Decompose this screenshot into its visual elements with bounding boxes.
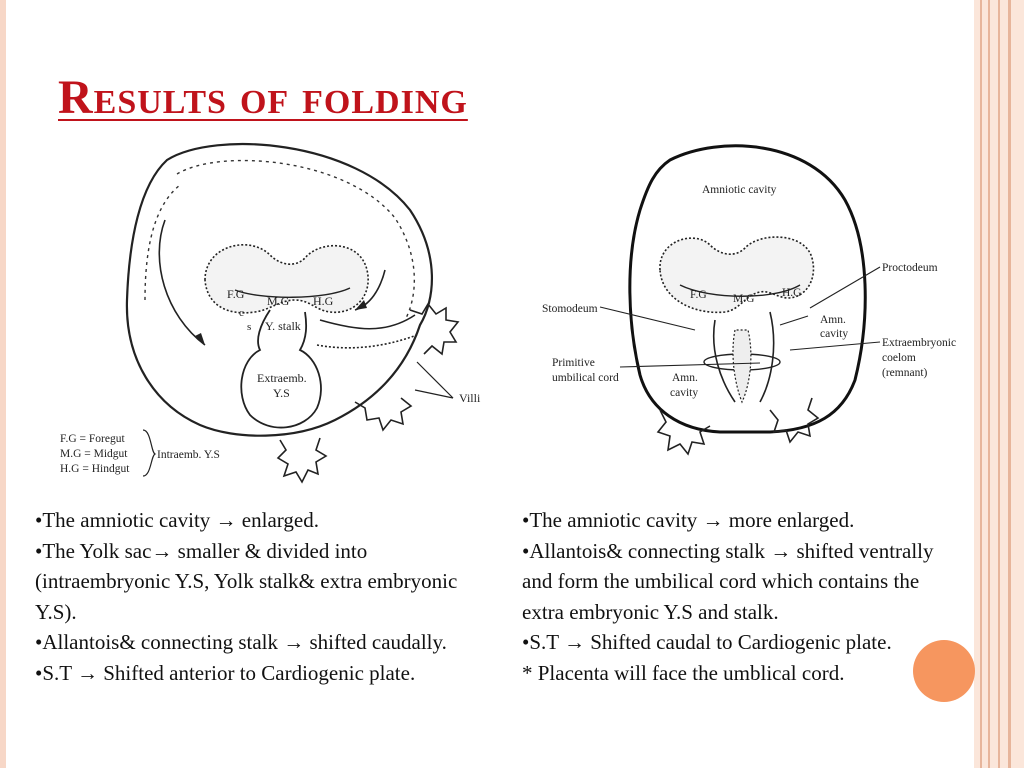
note-left-3: •Allantois& connecting stalk → shifted caudally. xyxy=(35,630,447,654)
note-right-2: •Allantois& connecting stalk → shifted ventrally and form the umbilical cord which contains the extra embryonic Y.S and stalk. xyxy=(522,538,934,624)
note-right-4: * Placenta will face the umblical cord. xyxy=(522,660,845,685)
note-left-1: •The amniotic cavity → enlarged. xyxy=(35,508,319,532)
label-amn-cavity-left-1: Amn. xyxy=(672,372,698,384)
label-hg: H.G xyxy=(313,294,334,308)
key-intraemb-ys: Intraemb. Y.S xyxy=(157,449,220,461)
label-proctodeum: Proctodeum xyxy=(882,262,938,274)
accent-circle xyxy=(913,640,975,702)
label-extraembryonic-coelom-3: (remnant) xyxy=(882,367,928,379)
note-left-4: •S.T → Shifted anterior to Cardiogenic plate. xyxy=(35,660,416,685)
label-mg-late: M.G xyxy=(733,293,755,305)
label-c: c xyxy=(239,307,244,319)
label-s: s xyxy=(247,321,252,333)
label-amn-cavity-right-1: Amn. xyxy=(820,314,846,326)
slide-title: Results of folding xyxy=(58,71,468,124)
label-ys: Y.S xyxy=(273,386,290,400)
label-amn-cavity-left-2: cavity xyxy=(670,387,699,399)
notes-left xyxy=(35,505,480,688)
villi-bottom xyxy=(278,438,326,482)
key-midgut: M.G = Midgut xyxy=(60,448,128,460)
folding-diagram-early xyxy=(55,140,495,500)
label-fg: F.G xyxy=(227,287,245,301)
label-stomodeum: Stomodeum xyxy=(542,303,598,315)
key-hindgut: H.G = Hindgut xyxy=(60,463,130,475)
label-extraembryonic-coelom-1: Extraembryonic xyxy=(882,337,957,349)
label-extraembryonic-coelom-2: coelom xyxy=(882,352,916,364)
villi-side xyxy=(410,304,458,354)
label-amn-cavity-right-2: cavity xyxy=(820,328,849,340)
label-primitive-cord-1: Primitive xyxy=(552,357,595,369)
label-mg: M.G xyxy=(267,294,290,308)
label-extraemb: Extraemb. xyxy=(257,371,307,385)
villi-late xyxy=(658,410,710,454)
label-primitive-cord-2: umbilical cord xyxy=(552,372,619,384)
note-right-1: •The amniotic cavity → more enlarged. xyxy=(522,508,855,532)
label-y-stalk: Y. stalk xyxy=(265,319,301,333)
left-border-decoration xyxy=(0,0,6,768)
label-hg-late: H.G xyxy=(782,287,802,299)
note-right-3: •S.T → Shifted caudal to Cardiogenic plate. xyxy=(522,630,892,654)
label-villi: Villi xyxy=(459,391,481,405)
key-foregut: F.G = Foregut xyxy=(60,433,125,445)
notes-right xyxy=(522,505,962,688)
label-fg-late: F.G xyxy=(690,289,707,301)
note-left-2: •The Yolk sac→ smaller & divided into (intraembryonic Y.S, Yolk stalk& extra embryonic Y.S). xyxy=(35,538,458,624)
folding-diagram-late xyxy=(530,140,970,495)
right-border-decoration xyxy=(974,0,1024,768)
folding-diagram-early-svg xyxy=(55,140,495,500)
label-amniotic-cavity: Amniotic cavity xyxy=(702,184,777,196)
folding-diagram-late-svg xyxy=(530,140,970,495)
